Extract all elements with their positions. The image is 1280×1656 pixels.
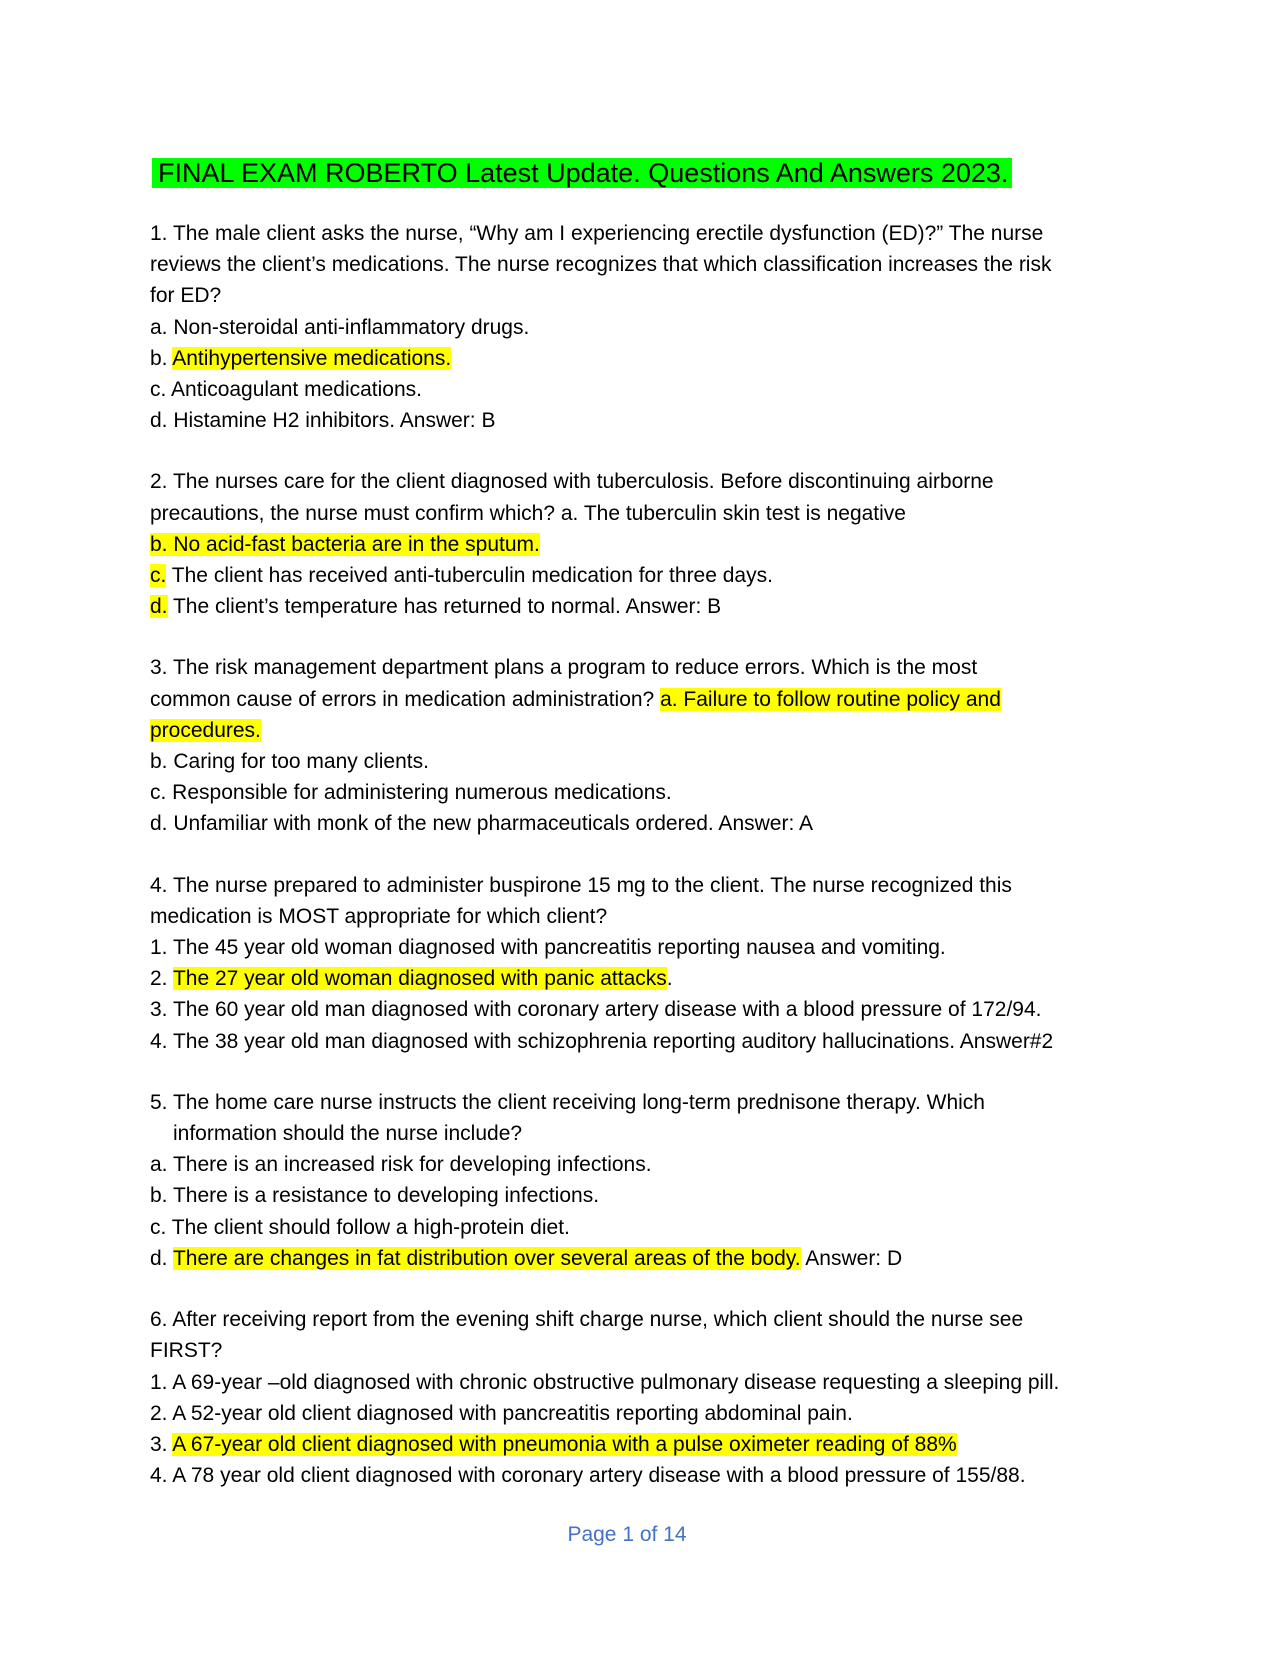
option-c: c. The client should follow a high-protein diet. (150, 1215, 570, 1239)
option-a: a. Non-steroidal anti-inflammatory drugs. (150, 315, 530, 339)
document-body (150, 218, 1110, 1521)
answer-highlight: c. (150, 564, 167, 588)
question-text: 4. The nurse prepared to administer buspirone 15 mg to the client. The nurse recognized this (150, 873, 1012, 897)
answer-highlight: d. (150, 595, 168, 619)
option-3: 3. A 67-year old client diagnosed with pneumonia with a pulse oximeter reading of 88% (150, 1432, 957, 1456)
question-5 (150, 1087, 1110, 1274)
option-2: 2. The 27 year old woman diagnosed with panic attacks. (150, 967, 673, 991)
question-text: 1. The male client asks the nurse, “Why am I experiencing erectile dysfunction (ED)?” The nurse (150, 222, 1044, 245)
title-highlight: FINAL EXAM ROBERTO Latest Update. Questions And Answers 2023. (152, 158, 1012, 188)
question-text: medication is MOST appropriate for which client? (150, 904, 608, 928)
question-3 (150, 652, 1110, 839)
question-4 (150, 870, 1110, 1057)
answer-highlight: b. No acid-fast bacteria are in the sputum. (150, 532, 540, 556)
option-c: c. The client has received anti-tuberculin medication for three days. (150, 564, 773, 588)
answer-highlight: a. Failure to follow routine policy and (660, 687, 1001, 711)
option-b (150, 529, 1110, 560)
question-text: information should the nurse include? (173, 1122, 523, 1146)
question-text: 5. The home care nurse instructs the client receiving long-term prednisone therapy. Which (150, 1090, 985, 1114)
option-a: a. There is an increased risk for developing infections. (150, 1153, 652, 1177)
option-b: b. There is a resistance to developing infections. (150, 1184, 600, 1208)
answer-highlight: Antihypertensive medications. (172, 346, 452, 370)
option-c: c. Responsible for administering numerous medications. (150, 781, 672, 805)
option-d: d. Unfamiliar with monk of the new pharmaceuticals ordered. Answer: A (150, 812, 813, 836)
option-c: c. Anticoagulant medications. (150, 378, 422, 402)
question-text (150, 715, 1110, 746)
option-d: d. Histamine H2 inhibitors. Answer: B (150, 409, 496, 433)
option-1: 1. A 69-year –old diagnosed with chronic obstructive pulmonary disease requesting a sleeping pill. (150, 1370, 1060, 1394)
question-1 (150, 218, 1110, 436)
question-text: 6. After receiving report from the evening shift charge nurse, which client should the nurse see (150, 1308, 1024, 1332)
question-2 (150, 466, 1110, 622)
question-text: for ED? (150, 284, 222, 308)
option-d: d. There are changes in fat distribution over several areas of the body. Answer: D (150, 1246, 903, 1270)
question-text: reviews the client’s medications. The nurse recognizes that which classification increases the risk (150, 253, 1052, 277)
answer-highlight: procedures. (150, 718, 261, 742)
option-d: d. The client’s temperature has returned to normal. Answer: B (150, 595, 722, 619)
page-number: Page 1 of 14 (567, 1523, 687, 1546)
document-title (152, 154, 1012, 192)
answer-highlight: A 67-year old client diagnosed with pneumonia with a pulse oximeter reading of 88% (172, 1432, 957, 1456)
question-text: FIRST? (150, 1339, 223, 1363)
question-text: precautions, the nurse must confirm which? a. The tuberculin skin test is negative (150, 501, 906, 525)
option-1: 1. The 45 year old woman diagnosed with pancreatitis reporting nausea and vomiting. (150, 936, 946, 960)
option-3: 3. The 60 year old man diagnosed with coronary artery disease with a blood pressure of 172/94. (150, 998, 1042, 1022)
option-2: 2. A 52-year old client diagnosed with pancreatitis reporting abdominal pain. (150, 1401, 853, 1425)
option-4: 4. A 78 year old client diagnosed with coronary artery disease with a blood pressure of 155/88. (150, 1464, 1026, 1488)
option-b: b. Caring for too many clients. (150, 750, 429, 774)
answer-highlight: There are changes in fat distribution over several areas of the body. (172, 1246, 801, 1270)
question-text: 2. The nurses care for the client diagnosed with tuberculosis. Before discontinuing airborne (150, 470, 994, 494)
option-4: 4. The 38 year old man diagnosed with schizophrenia reporting auditory hallucinations. Answer#2 (150, 1029, 1054, 1053)
question-6 (150, 1304, 1110, 1491)
question-text: common cause of errors in medication administration? a. Failure to follow routine policy and (150, 687, 1001, 711)
question-text: 3. The risk management department plans a program to reduce errors. Which is the most (150, 656, 978, 680)
answer-highlight: The 27 year old woman diagnosed with panic attacks (172, 967, 667, 991)
option-b: b. Antihypertensive medications. (150, 346, 452, 370)
